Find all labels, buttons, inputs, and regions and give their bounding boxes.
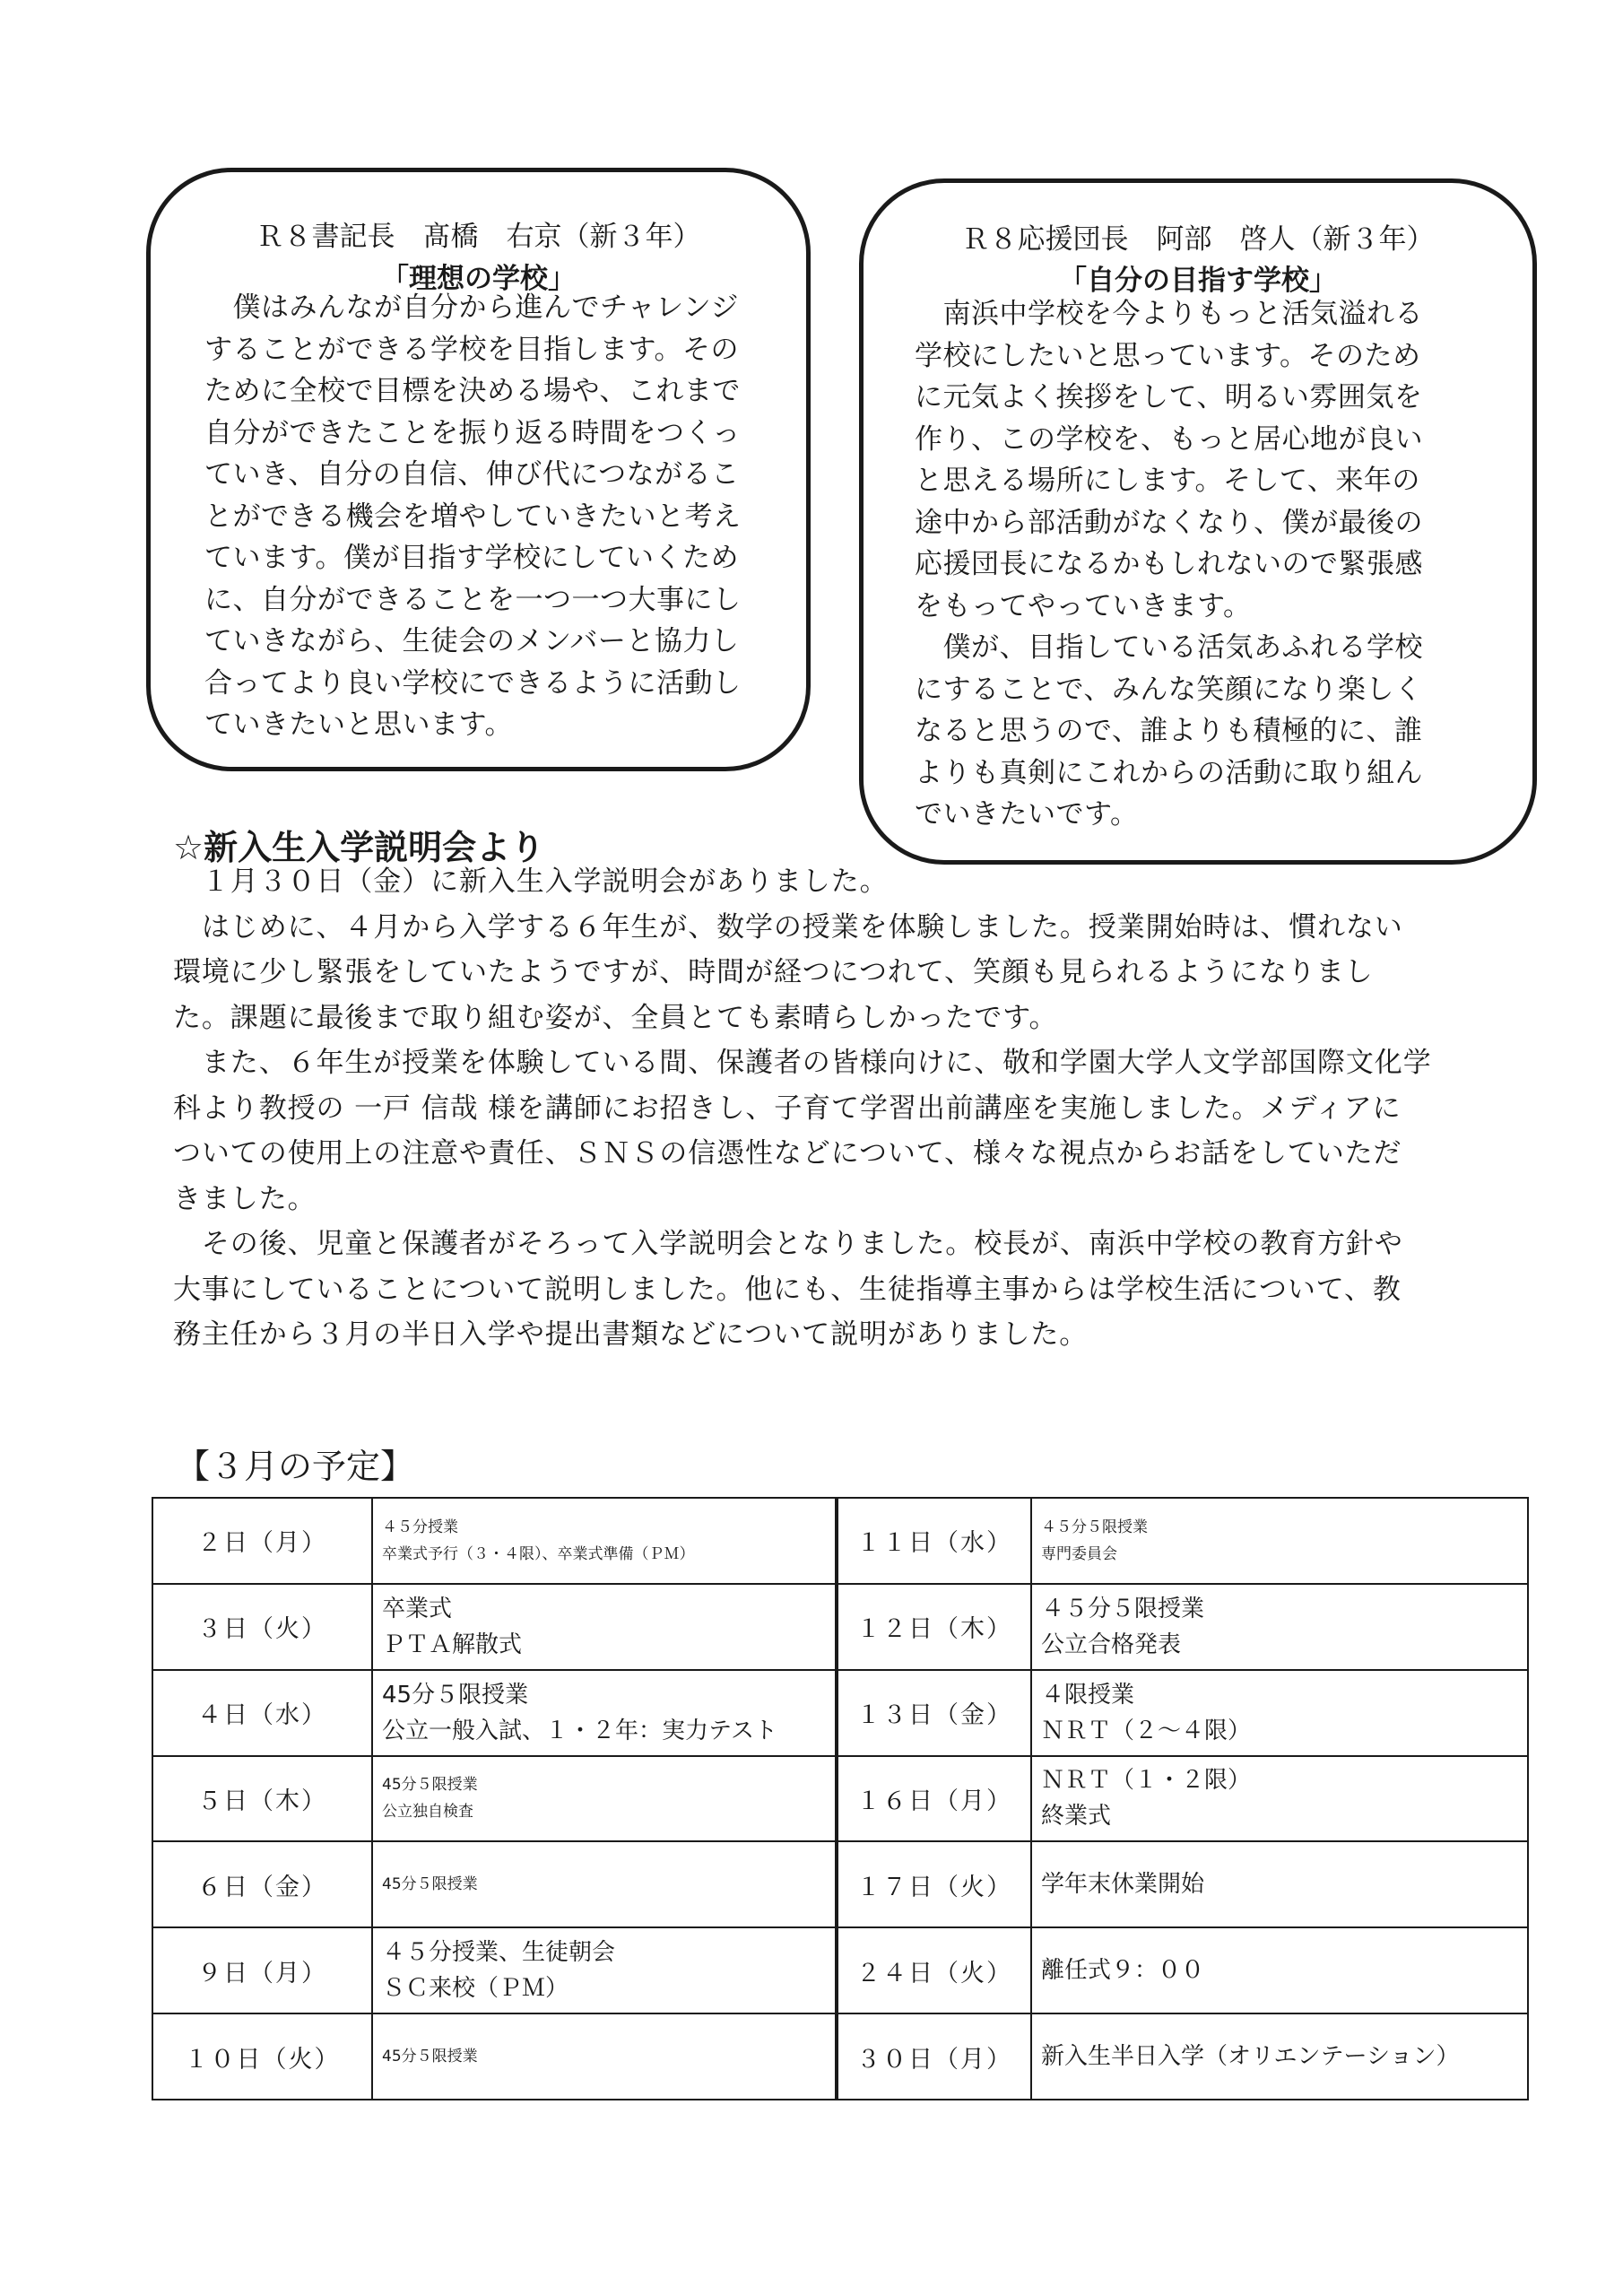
schedule-events bbox=[1031, 1927, 1528, 2013]
box-heading: 「理想の学校」 bbox=[381, 263, 576, 295]
box-body: 南浜中学校を今よりもっと活気溢れる 学校にしたいと思っています。そのため に元気よく挨拶をして、明るい雰囲気を 作り、この学校を、もっと居心地が良い と思える場所にします。そして、来年の 途中から部活動がなくなり、僕が最後の 応援団長になるかもしれないので緊張感 をもってやっていきます。 僕が、目指している活気あふれる学校 にすることで、みんな笑顔になり楽しく なると思うので、誰よりも積極的に、誰 よりも真剣にこれからの活動に取り組ん でいきたいです。 bbox=[915, 298, 1423, 831]
schedule-event: 卒業式 bbox=[382, 1595, 453, 1622]
schedule-row bbox=[152, 1584, 1528, 1670]
schedule-row bbox=[152, 2013, 1528, 2100]
article-title: ☆新入生入学説明会より bbox=[173, 828, 545, 867]
box-heading: 「自分の目指す学校」 bbox=[1059, 265, 1337, 297]
schedule-event: ＮＲＴ（２～４限） bbox=[1041, 1717, 1252, 1744]
schedule-event: 新入生半日入学（オリエンテーション） bbox=[1041, 2043, 1460, 2071]
schedule-row bbox=[152, 1670, 1528, 1756]
schedule-events bbox=[1031, 1670, 1528, 1756]
schedule-row bbox=[152, 1498, 1528, 1584]
schedule-date: ５日（木） bbox=[152, 1756, 372, 1842]
schedule-events bbox=[1031, 1498, 1528, 1584]
schedule-date: ３０日（月） bbox=[837, 2013, 1031, 2100]
schedule-date: １０日（火） bbox=[152, 2013, 372, 2100]
message-box-secretary bbox=[146, 168, 811, 771]
schedule-event: ＰＴＡ解散式 bbox=[382, 1631, 523, 1658]
schedule-date: ２４日（火） bbox=[837, 1927, 1031, 2013]
schedule-events bbox=[1031, 1756, 1528, 1842]
schedule-date: １１日（水） bbox=[837, 1498, 1031, 1584]
schedule-title: 【３月の予定】 bbox=[176, 1447, 415, 1486]
schedule-event: ４限授業 bbox=[1041, 1681, 1135, 1709]
schedule-row bbox=[152, 1756, 1528, 1842]
schedule-date: ６日（金） bbox=[152, 1841, 372, 1927]
schedule-table bbox=[152, 1497, 1529, 2100]
schedule-event: ４５分５限授業 bbox=[1041, 1595, 1205, 1622]
box-author: Ｒ８応援団長 阿部 啓人（新３年） bbox=[961, 223, 1435, 256]
schedule-date: ９日（月） bbox=[152, 1927, 372, 2013]
schedule-event: 公立合格発表 bbox=[1041, 1631, 1182, 1658]
schedule-event: ４５分５限授業 bbox=[1041, 1518, 1148, 1536]
schedule-events bbox=[1031, 1841, 1528, 1927]
schedule-events bbox=[372, 1841, 837, 1927]
schedule-event: 終業式 bbox=[1041, 1803, 1112, 1831]
schedule-date: １３日（金） bbox=[837, 1670, 1031, 1756]
schedule-events bbox=[372, 1584, 837, 1670]
schedule-event: 卒業式予行（３・４限）、卒業式準備（ＰＭ） bbox=[382, 1544, 695, 1563]
article-body: １月３０日（金）に新入生入学説明会がありました。 はじめに、４月から入学する６年生が、数学の授業を体験しました。授業開始時は、慣れない 環境に少し緊張をしていたようですが、時間が経つにつれて、笑顔も見られるようになりまし た。課題に最後まで取り組む姿が、全員とても素晴らしかったです。 また、６年生が授業を体験している間、保護者の皆様向けに、敬和学園大学人文学部国際文化学 科より教授の 一戸 信哉 様を講師にお招きし、子育て学習出前講座を実施しました。メディアに ついての使用上の注意や責任、ＳＮＳの信憑性などについて、様々な視点からお話をしていただ きました。 その後、児童と保護者がそろって入学説明会となりました。校長が、南浜中学校の教育方針や 大事にしていることについて説明しました。他にも、生徒指導主事からは学校生活について、教 務主任から３月の半日入学や提出書類などについて説明がありました。 bbox=[173, 865, 1432, 1351]
schedule-date: １７日（火） bbox=[837, 1841, 1031, 1927]
message-box-cheer-leader bbox=[859, 178, 1537, 865]
schedule-row bbox=[152, 1927, 1528, 2013]
box-author: Ｒ８書記長 髙橋 右京（新３年） bbox=[256, 221, 701, 253]
schedule-events bbox=[372, 1670, 837, 1756]
schedule-events bbox=[372, 1498, 837, 1584]
schedule-event: 45分５限授業 bbox=[382, 1875, 478, 1894]
schedule-event: 45分５限授業 bbox=[382, 2048, 478, 2066]
schedule-date: ３日（火） bbox=[152, 1584, 372, 1670]
schedule-row bbox=[152, 1841, 1528, 1927]
schedule-event: 専門委員会 bbox=[1041, 1544, 1117, 1563]
schedule-date: ２日（月） bbox=[152, 1498, 372, 1584]
schedule-events bbox=[1031, 2013, 1528, 2100]
schedule-events bbox=[372, 1927, 837, 2013]
schedule-date: １６日（月） bbox=[837, 1756, 1031, 1842]
schedule-event: 離任式９：００ bbox=[1041, 1957, 1205, 1985]
schedule-date: ４日（水） bbox=[152, 1670, 372, 1756]
box-body: 僕はみんなが自分から進んでチャレンジ することができる学校を目指します。その ために全校で目標を決める場や、これまで 自分ができたことを振り返る時間をつくっ ていき、自分の自信、伸び代につながるこ とができる機会を増やしていきたいと考え ています。僕が目指す学校にしていくため に、自分ができることを一つ一つ大事にし ていきながら、生徒会のメンバーと協力し 合ってより良い学校にできるように活動し ていきたいと思います。 bbox=[204, 291, 742, 741]
schedule-event: ４５分授業、生徒朝会 bbox=[382, 1939, 616, 1967]
schedule-event: ４５分授業 bbox=[382, 1518, 458, 1536]
schedule-events bbox=[372, 2013, 837, 2100]
schedule-events bbox=[372, 1756, 837, 1842]
schedule-events bbox=[1031, 1584, 1528, 1670]
schedule-event: ＮＲＴ（１・２限） bbox=[1041, 1767, 1252, 1795]
schedule-date: １２日（木） bbox=[837, 1584, 1031, 1670]
schedule-event: ＳＣ来校（ＰＭ） bbox=[382, 1975, 569, 2003]
schedule-event: 45分５限授業 bbox=[382, 1776, 478, 1795]
schedule-event: 公立一般入試、１・２年：実力テスト bbox=[382, 1717, 777, 1744]
schedule-event: 45分５限授業 bbox=[382, 1681, 529, 1709]
schedule-event: 学年末休業開始 bbox=[1041, 1871, 1205, 1899]
schedule-event: 公立独自検査 bbox=[382, 1803, 473, 1822]
